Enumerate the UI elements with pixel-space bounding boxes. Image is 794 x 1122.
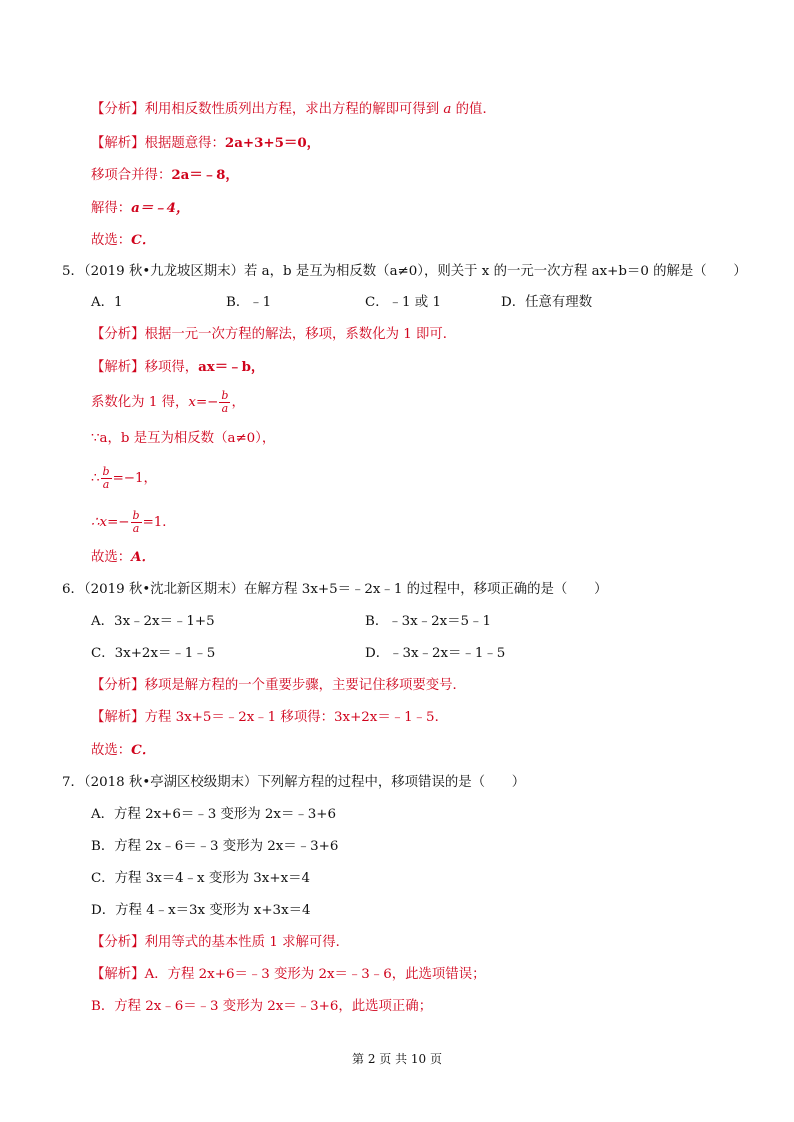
solution-tag: 【解析】: [91, 136, 145, 151]
q7-analysis: 【分析】利用等式的基本性质 1 求解可得．: [91, 935, 350, 950]
q7-option-d: D．方程 4﹣x＝3x 变形为 x+3x＝4: [91, 903, 311, 918]
q5-option-c: C．﹣1 或 1: [365, 295, 441, 310]
fraction-b-over-a: $\frac{b}{a}$: [132, 509, 140, 535]
analysis-tag: 【分析】: [91, 102, 145, 117]
q5-because: ∵a，b 是互为相反数（a≠0），: [91, 431, 276, 446]
question-source: （2019 秋•沈北新区期末）: [83, 582, 244, 597]
question-6-stem: 6．（2019 秋•沈北新区期末）在解方程 3x+5＝﹣2x﹣1 的过程中，移项正确的是（ ）: [62, 582, 608, 597]
question-source: （2018 秋•亭湖区校级期末）: [83, 775, 258, 790]
q7-solution-a: 【解析】A．方程 2x+6＝﹣3 变形为 2x＝﹣3﹣6，此选项错误；: [91, 967, 486, 982]
q6-option-b: B．﹣3x﹣2x＝5﹣1: [365, 614, 491, 629]
fraction-b-over-a: $\frac{b}{a}$: [221, 389, 229, 415]
q5-analysis: 【分析】根据一元一次方程的解法，移项，系数化为 1 即可．: [91, 327, 457, 342]
q5-therefore-2: ∴x=− $\frac{b}{a}$ =1．: [91, 509, 176, 535]
prev-answer: 故选：C．: [91, 232, 156, 248]
q6-analysis: 【分析】移项是解方程的一个重要步骤，主要记住移项要变号．: [91, 678, 466, 693]
question-source: （2019 秋•九龙坡区期末）: [83, 264, 244, 279]
q6-option-d: D．﹣3x﹣2x＝﹣1﹣5: [365, 646, 506, 661]
q6-answer: 故选：C．: [91, 742, 156, 758]
page-footer: 第 2 页 共 10 页: [352, 1052, 442, 1066]
q5-solution-step1: 【解析】移项得，ax＝﹣b，: [91, 359, 265, 375]
q5-option-d: D．任意有理数: [501, 295, 593, 310]
prev-solution-step2: 移项合并得：2a＝﹣8，: [91, 167, 239, 183]
q7-solution-b: B．方程 2x﹣6＝﹣3 变形为 2x＝﹣3+6，此选项正确；: [91, 999, 433, 1014]
q6-solution: 【解析】方程 3x+5＝﹣2x﹣1 移项得：3x+2x＝﹣1﹣5．: [91, 710, 448, 725]
prev-solution-step1: 【解析】根据题意得：2a+3+5＝0，: [91, 135, 321, 151]
prev-solution-step3: 解得：a＝﹣4，: [91, 200, 190, 216]
question-7-stem: 7．（2018 秋•亭湖区校级期末）下列解方程的过程中，移项错误的是（ ）: [62, 775, 526, 790]
q6-option-a: A．3x﹣2x＝﹣1+5: [91, 614, 215, 629]
q7-option-a: A．方程 2x+6＝﹣3 变形为 2x＝﹣3+6: [91, 807, 337, 822]
q5-solution-step2: 系数化为 1 得，x=− $\frac{b}{a}$ ，: [91, 389, 245, 415]
q7-option-b: B．方程 2x﹣6＝﹣3 变形为 2x＝﹣3+6: [91, 839, 339, 854]
q5-therefore-1: ∴ $\frac{b}{a}$ =−1，: [91, 465, 157, 491]
q5-option-b: B．﹣1: [226, 295, 272, 310]
q5-option-a: A．1: [91, 295, 123, 310]
question-5-stem: 5．（2019 秋•九龙坡区期末）若 a，b 是互为相反数（a≠0），则关于 x 的一元一次方程 ax+b＝0 的解是（ ）: [62, 264, 747, 279]
fraction-b-over-a: $\frac{b}{a}$: [102, 465, 110, 491]
q6-option-c: C．3x+2x＝﹣1﹣5: [91, 646, 216, 661]
q5-answer: 故选：A．: [91, 549, 155, 565]
prev-analysis: 【分析】利用相反数性质列出方程，求出方程的解即可得到 a 的值．: [91, 102, 496, 117]
q7-option-c: C．方程 3x＝4﹣x 变形为 3x+x＝4: [91, 871, 311, 886]
